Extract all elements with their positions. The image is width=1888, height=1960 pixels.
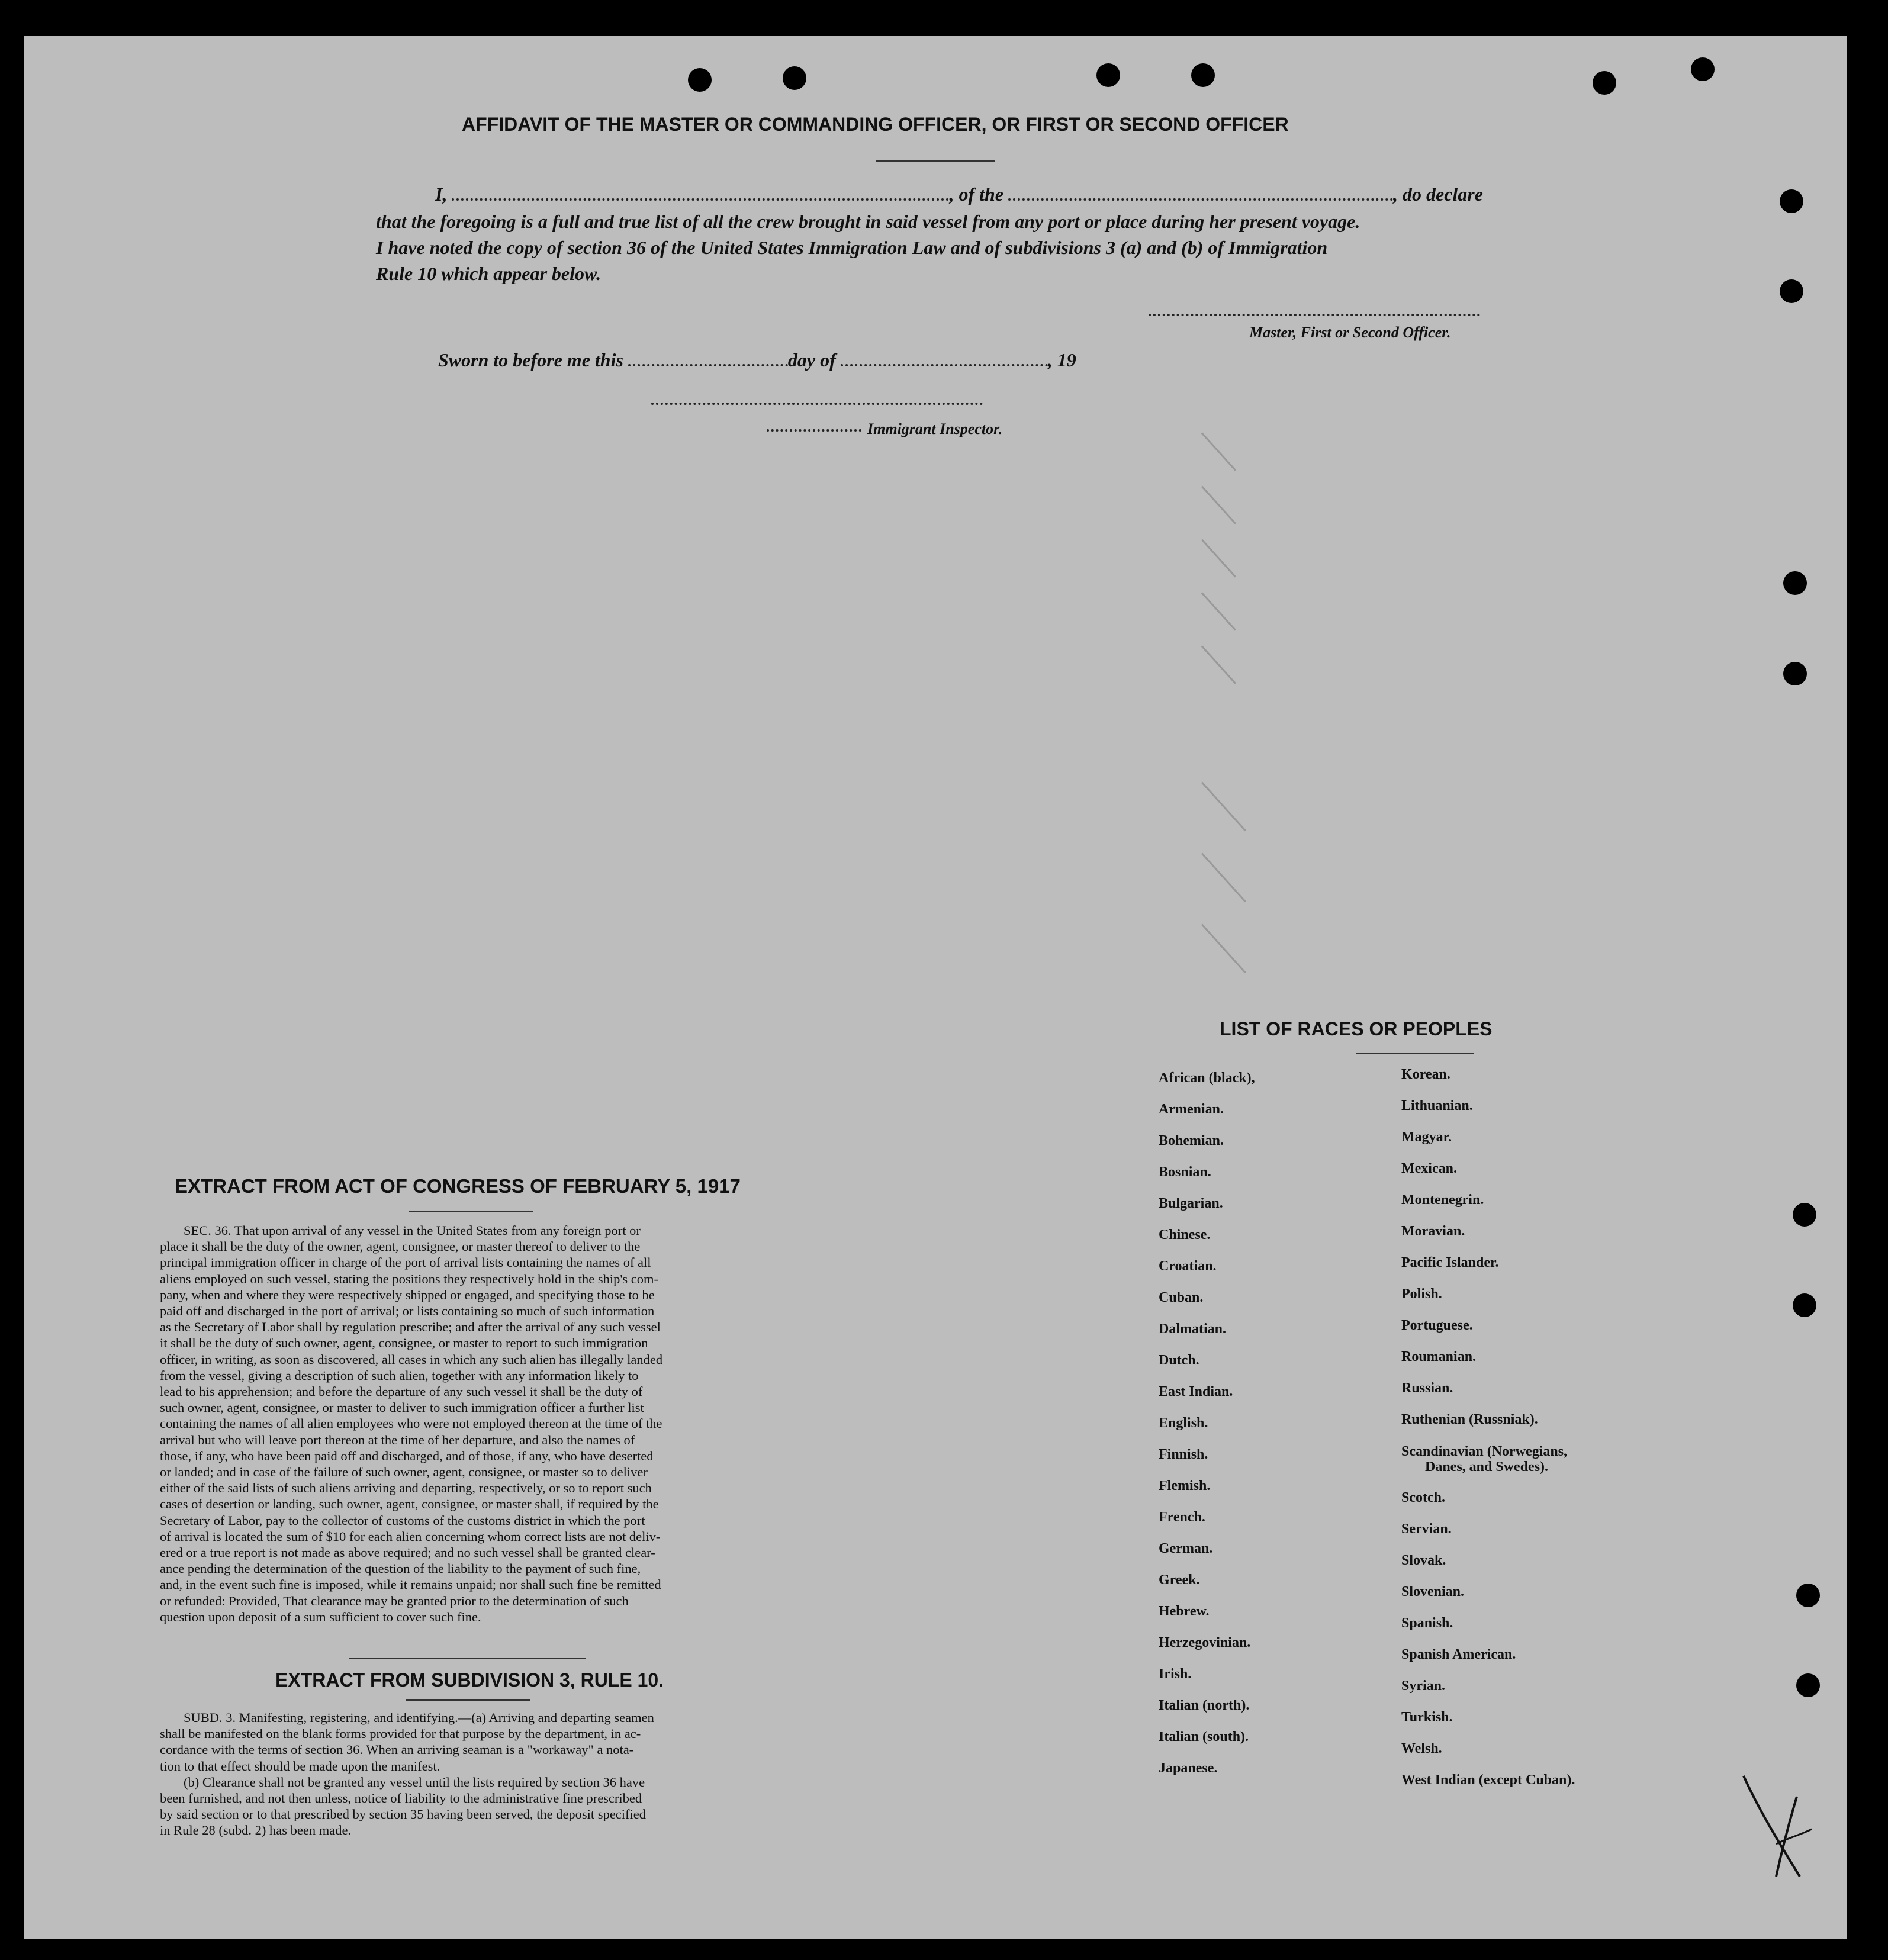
show-through-mark	[1201, 781, 1246, 831]
act-text-line: officer, in writing, as soon as discovered, all cases in which any such alien has illegally landed	[160, 1351, 663, 1367]
race-item: Turkish.	[1401, 1710, 1453, 1725]
rule-text-line: shall be manifested on the blank forms provided for that purpose by the department, in ac-	[160, 1726, 641, 1742]
act-extract-title: EXTRACT FROM ACT OF CONGRESS OF FEBRUARY 5, 1917	[175, 1175, 741, 1197]
binder-hole	[1780, 279, 1803, 303]
act-text-line: arrival but who will leave port thereon at the time of her departure, and also the names of	[160, 1432, 635, 1447]
act-text-line: containing the names of all alien employees who were not employed thereon at the time of the	[160, 1416, 662, 1431]
race-item: Scotch.	[1401, 1490, 1445, 1505]
race-item: Slovak.	[1401, 1553, 1446, 1568]
act-text-line: from the vessel, giving a description of such alien, together with any information likely to	[160, 1367, 639, 1383]
race-item: Irish.	[1159, 1666, 1192, 1682]
races-right-column	[1401, 1059, 1575, 1796]
act-text-line: those, if any, who have been paid off and discharged, and of those, if any, who have deserted	[160, 1448, 654, 1463]
sworn-month-field[interactable]	[841, 364, 1048, 366]
race-item: Hebrew.	[1159, 1604, 1210, 1619]
race-item: Korean.	[1401, 1067, 1450, 1082]
act-text-line: Secretary of Labor, pay to the collector of customs of the customs district in which the port	[160, 1512, 645, 1528]
officer-signature-field[interactable]	[1149, 314, 1480, 316]
race-item: Magyar.	[1401, 1129, 1452, 1145]
show-through-mark	[1201, 645, 1236, 684]
sworn-day-label: day of	[787, 349, 836, 371]
act-extract-body	[160, 1222, 662, 1625]
race-item: Roumanian.	[1401, 1349, 1477, 1364]
race-item: Dalmatian.	[1159, 1321, 1226, 1337]
sworn-prefix: Sworn to before me this	[438, 349, 623, 371]
act-text-line: or refunded: Provided, That clearance may be granted prior to the determination of such	[160, 1593, 629, 1608]
race-item: Spanish.	[1401, 1615, 1453, 1631]
act-text-line: either of the said lists of such aliens arriving and departing, respectively, or so to report such	[160, 1481, 652, 1496]
act-text-line: lead to his apprehension; and before the departure of any such vessel it shall be the duty of	[160, 1384, 643, 1399]
race-item: Finnish.	[1159, 1447, 1208, 1462]
race-item: German.	[1159, 1541, 1213, 1556]
act-text-line: pany, when and where they were respectively shipped or engaged, and specifying those to be	[160, 1287, 655, 1302]
show-through-mark	[1201, 923, 1246, 973]
inspector-signature-field[interactable]	[651, 403, 983, 405]
act-text-line: SEC. 36. That upon arrival of any vessel in the United States from any foreign port or	[184, 1223, 641, 1238]
race-item: Dutch.	[1159, 1353, 1199, 1368]
race-item: Italian (north).	[1159, 1698, 1250, 1713]
rule-text-line: SUBD. 3. Manifesting, registering, and identifying.—(a) Arriving and departing seamen	[184, 1710, 654, 1725]
binder-hole	[1796, 1584, 1820, 1607]
race-item: African (black),	[1159, 1070, 1255, 1086]
sworn-day-field[interactable]	[628, 364, 788, 366]
binder-hole	[1780, 189, 1803, 213]
race-item: Slovenian.	[1401, 1584, 1465, 1599]
binder-hole	[1783, 662, 1807, 685]
act-text-line: ance pending the determination of the question of the liability to the payment of such fine,	[160, 1561, 641, 1576]
inspector-label: Immigrant Inspector.	[867, 420, 1003, 437]
race-item: Welsh.	[1401, 1741, 1442, 1756]
race-item: French.	[1159, 1510, 1205, 1525]
affidavit-declaration-line	[435, 184, 1483, 205]
show-through-mark	[1201, 485, 1236, 524]
race-item: Armenian.	[1159, 1102, 1224, 1117]
race-item: Portuguese.	[1401, 1318, 1473, 1333]
affidavit-title: AFFIDAVIT OF THE MASTER OR COMMANDING OFFICER, OR FIRST OR SECOND OFFICER	[462, 114, 1289, 135]
rule-text-line: in Rule 28 (subd. 2) has been made.	[160, 1823, 352, 1838]
race-item: Herzegovinian.	[1159, 1635, 1251, 1650]
rule-text-line: been furnished, and not then unless, notice of liability to the administrative fine prescribed	[160, 1791, 642, 1806]
of-the-label: , of the	[949, 184, 1003, 205]
race-item: Chinese.	[1159, 1227, 1211, 1243]
sworn-line	[438, 349, 1076, 371]
race-item: Italian (south).	[1159, 1729, 1249, 1745]
sworn-year-label: , 19	[1047, 349, 1076, 371]
declarant-prefix: I,	[435, 184, 448, 205]
show-through-mark	[1201, 852, 1246, 902]
affidavit-statement-line: Rule 10 which appear below.	[376, 263, 602, 284]
act-text-line: ered or a true report is not made as above required; and no such vessel shall be granted clear-	[160, 1545, 655, 1560]
race-item: Polish.	[1401, 1286, 1442, 1302]
show-through-mark	[1201, 432, 1236, 471]
rule-text-line: by said section or to that prescribed by section 35 having been served, the deposit specified	[160, 1807, 647, 1822]
race-item: Greek.	[1159, 1572, 1200, 1588]
rule-text-line: tion to that effect should be made upon the manifest.	[160, 1758, 440, 1774]
race-item: Cuban.	[1159, 1290, 1204, 1305]
show-through-mark	[1201, 592, 1236, 630]
race-item: Japanese.	[1159, 1761, 1218, 1776]
binder-hole	[1096, 63, 1120, 87]
act-text-line: of arrival is located the sum of $10 for each alien concerning whom correct lists are not deliv-	[160, 1528, 661, 1544]
binder-hole	[1593, 71, 1616, 95]
act-text-line: cases of desertion or landing, such owner, agent, consignee, or master shall, if required by the	[160, 1496, 659, 1512]
binder-hole	[1191, 63, 1215, 87]
race-item: Bosnian.	[1159, 1164, 1211, 1180]
act-text-line: place it shall be the duty of the owner, agent, consignee, or master thereof to deliver to the	[160, 1239, 641, 1254]
race-item: Mexican.	[1401, 1161, 1457, 1176]
rule-extract-body	[160, 1710, 654, 1839]
act-text-line: it shall be the duty of such owner, agent, consignee, or master to report to such immigration	[160, 1335, 648, 1351]
race-item: Croatian.	[1159, 1259, 1217, 1274]
binder-hole	[1793, 1293, 1816, 1317]
act-text-line: aliens employed on such vessel, stating the positions they respectively hold in the ship's com-	[160, 1271, 659, 1286]
race-item: Bulgarian.	[1159, 1196, 1223, 1211]
binder-hole	[1691, 57, 1715, 81]
binder-hole	[1783, 571, 1807, 595]
races-title-divider	[1356, 1053, 1474, 1054]
section-divider	[349, 1658, 586, 1659]
binder-hole	[688, 68, 712, 92]
act-extract-divider	[409, 1211, 533, 1212]
binder-hole	[1796, 1673, 1820, 1697]
document-sheet	[24, 36, 1847, 1939]
rule-text-line: cordance with the terms of section 36. When an arriving seaman is a "workaway" a nota-	[160, 1742, 634, 1758]
race-item: Moravian.	[1401, 1224, 1465, 1239]
affidavit-statement-line: that the foregoing is a full and true list of all the crew brought in said vessel from any port or place during her present voyage.	[376, 211, 1360, 232]
act-text-line: question upon deposit of a sum sufficient to cover such fine.	[160, 1609, 481, 1624]
races-title: LIST OF RACES OR PEOPLES	[1220, 1018, 1493, 1039]
race-item: Flemish.	[1159, 1478, 1211, 1494]
title-divider	[876, 160, 995, 162]
show-through-mark	[1201, 539, 1236, 577]
handwritten-check-mark	[1741, 1773, 1823, 1879]
binder-hole	[1793, 1203, 1816, 1227]
race-item: English.	[1159, 1415, 1208, 1431]
inspector-signature-field-short[interactable]	[767, 429, 861, 432]
race-item: Russian.	[1401, 1380, 1453, 1396]
officer-signature-label: Master, First or Second Officer.	[1249, 324, 1451, 341]
rule-extract-title: EXTRACT FROM SUBDIVISION 3, RULE 10.	[275, 1669, 664, 1691]
race-item: Ruthenian (Russniak).	[1401, 1412, 1538, 1427]
affidavit-statement-line: I have noted the copy of section 36 of the United States Immigration Law and of subdivisions 3 (a) and (b) of Immigration	[376, 237, 1328, 258]
rule-extract-divider	[406, 1699, 530, 1701]
act-text-line: such owner, agent, consignee, or master to deliver to such immigration officer a further list	[160, 1400, 644, 1415]
race-item: East Indian.	[1159, 1384, 1233, 1399]
race-item: Syrian.	[1401, 1678, 1446, 1694]
race-item: Scandinavian (Norwegians,	[1401, 1444, 1568, 1459]
act-text-line: principal immigration officer in charge of the port of arrival lists containing the names of all	[160, 1255, 651, 1270]
race-item: Servian.	[1401, 1521, 1452, 1537]
rule-text-line: (b) Clearance shall not be granted any vessel until the lists required by section 36 have	[184, 1774, 645, 1790]
act-text-line: as the Secretary of Labor shall by regulation prescribe; and after the arrival of any such vessel	[160, 1319, 661, 1335]
act-text-line: and, in the event such fine is imposed, while it remains unpaid; nor shall such fine be remitted	[160, 1577, 661, 1592]
race-item: Pacific Islander.	[1401, 1255, 1499, 1270]
race-item: Lithuanian.	[1401, 1098, 1473, 1113]
race-item: Danes, and Swedes).	[1425, 1459, 1549, 1475]
act-text-line: paid off and discharged in the port of arrival; or lists containing so much of such information	[160, 1304, 655, 1319]
race-item: West Indian (except Cuban).	[1401, 1772, 1575, 1788]
binder-hole	[783, 66, 806, 90]
declarant-name-field[interactable]	[452, 198, 949, 201]
race-item: Montenegrin.	[1401, 1192, 1484, 1208]
act-text-line: or landed; and in case of the failure of such owner, agent, consignee, or master so to deliver	[160, 1465, 648, 1480]
races-left-column	[1159, 1063, 1255, 1784]
race-item: Bohemian.	[1159, 1133, 1224, 1148]
vessel-name-field[interactable]	[1008, 198, 1393, 201]
declare-label: , do declare	[1393, 184, 1483, 205]
race-item: Spanish American.	[1401, 1647, 1516, 1662]
